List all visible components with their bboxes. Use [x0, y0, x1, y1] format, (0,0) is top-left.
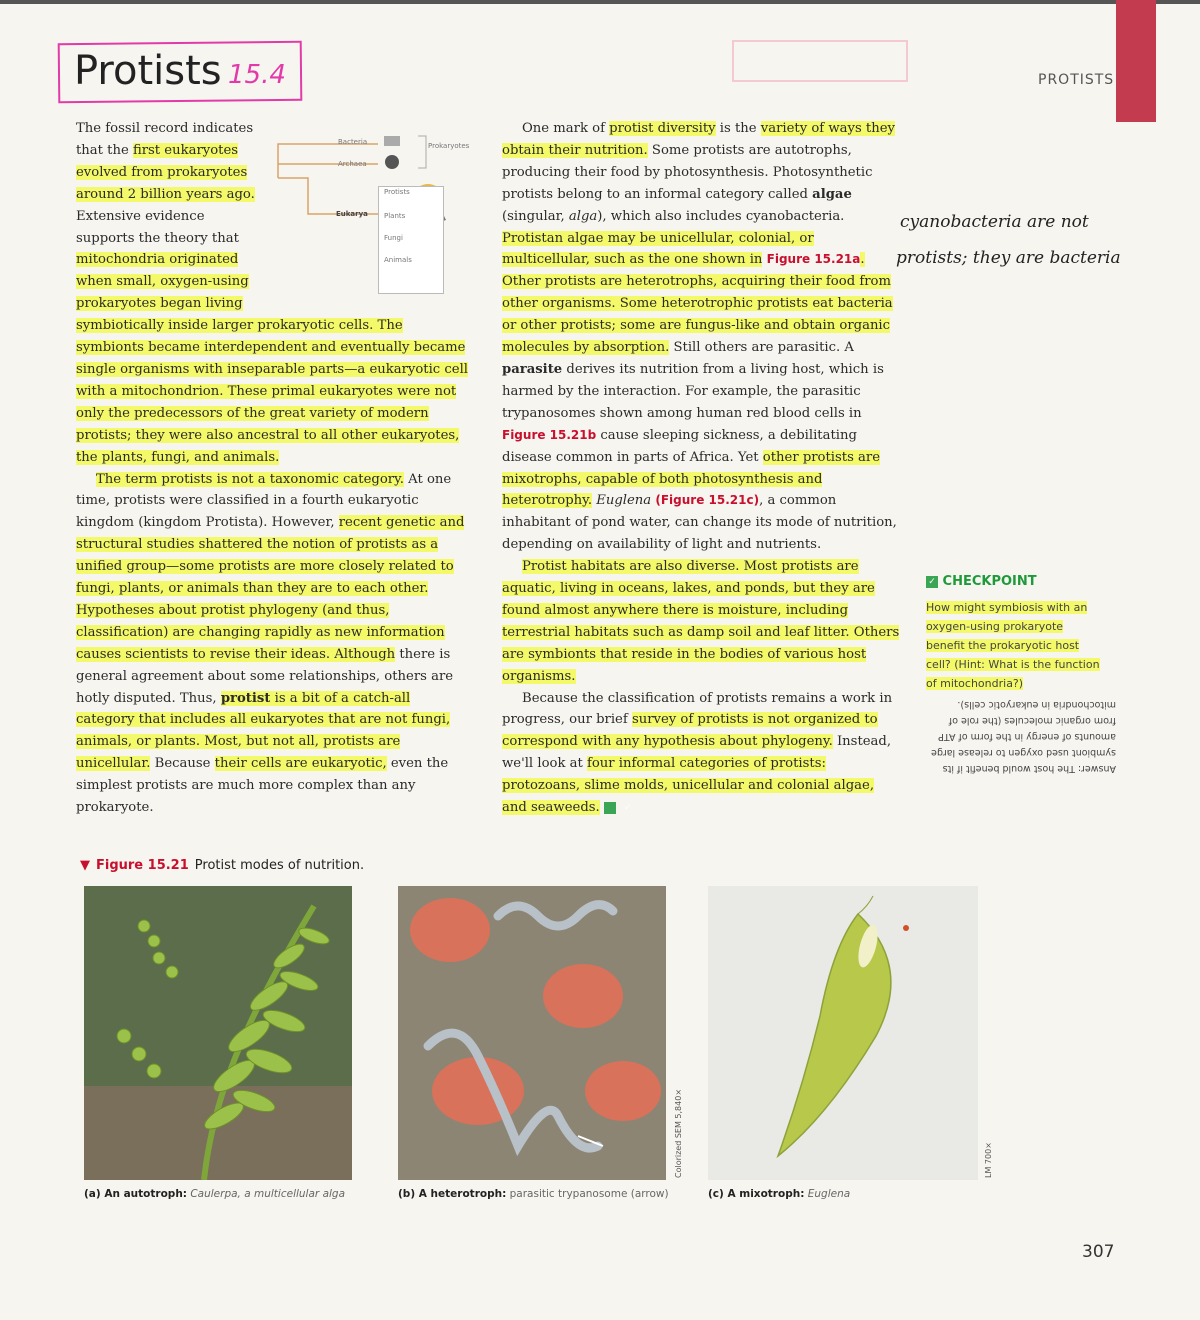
running-head: PROTISTS	[1038, 72, 1115, 88]
handwritten-note	[896, 204, 1196, 276]
paragraph-habitats	[502, 556, 900, 687]
photo-euglena	[708, 886, 978, 1180]
highlight: mitochondria originated when small, oxygen-using prokaryotes began living symbiotically inside larger prokaryotic cells. The symbionts became interdependent and eventually became single organisms with inseparable parts—a eukaryotic cell with a mitochondrion. These primal eukaryotes were not only the predecessors of the great variety of modern protists; they were also ancestral to all other eukaryotes, the plants, fungi, and animals.	[76, 252, 469, 465]
label-prokaryotes: Prokaryotes	[428, 142, 470, 150]
caption-text: Caulerpa, a multicellular alga	[190, 1188, 346, 1200]
checkpoint-answer: Answer: The host would benefit if its symbiont used oxygen to release large amounts of energy in the form of ATP from organic molecules (the role of mitochondria in eukaryotic cells).	[931, 699, 1116, 774]
section-note: 15.4	[228, 60, 286, 90]
caption-a	[84, 1188, 345, 1200]
figure-title	[80, 858, 364, 873]
caulerpa-illustration	[84, 886, 352, 1180]
label-animals: Animals	[384, 256, 412, 264]
credit-sem: Colorized SEM 5,840×	[674, 1088, 683, 1178]
text: is the	[715, 121, 761, 136]
text: Because the classification of protists remains a work in progress, our brief	[502, 690, 893, 728]
text: ), which also includes cyanobacteria.	[597, 208, 845, 224]
text: One mark of	[522, 121, 610, 136]
text: derives its nutrition from a living host, which is harmed by the interaction. For example, the parasitic trypanosomes shown among human red blood cells in	[502, 361, 884, 421]
text: At one time, protists were classified in a fourth eukaryotic kingdom (kingdom Protista). However,	[76, 471, 452, 531]
figure-title-text: Protist modes of nutrition.	[194, 858, 365, 873]
highlight: Protistan algae may be unicellular, colonial, or multicellular, such as the one shown in	[502, 230, 814, 268]
faded-annotation-box	[732, 40, 908, 82]
figure-link[interactable]: Figure 15.21b	[502, 427, 597, 442]
middle-column	[502, 118, 900, 819]
figure-link[interactable]: Figure 15.21a	[766, 252, 861, 267]
text: The fossil record indicates that the	[76, 121, 254, 158]
note-line: protists; they are bacteria	[896, 248, 1121, 268]
checkpoint-heading	[926, 574, 1037, 589]
photo-trypanosome	[398, 886, 666, 1180]
checkpoint-icon: ✓	[926, 576, 938, 588]
text: cause sleeping sickness, a debilitating disease common in parts of Africa. Yet	[502, 427, 857, 465]
text: Some protists are autotrophs, producing their food by photosynthesis. Photosynthetic protists belong to an informal category called	[502, 142, 873, 202]
highlight: other protists are mixotrophs, capable of both photosynthesis and heterotrophy.	[502, 449, 881, 509]
caption-label: (c) A mixotroph:	[708, 1188, 805, 1200]
text: Still others are parasitic. A	[669, 340, 854, 356]
page-number: 307	[1082, 1242, 1115, 1262]
key-term: protist	[220, 690, 271, 706]
checkpoint-title: CHECKPOINT	[942, 574, 1037, 589]
checkpoint-question	[926, 598, 1104, 693]
key-term: algae	[812, 186, 852, 202]
text: Extensive evidence supports the theory that	[76, 208, 239, 246]
paragraph-classification	[502, 688, 900, 819]
highlight: variety of ways they obtain their nutrition.	[502, 121, 895, 158]
label-fungi: Fungi	[384, 234, 403, 242]
label-plants: Plants	[384, 212, 406, 220]
highlight: . Other protists are heterotrophs, acquiring their food from other organisms. Some heterotrophic protists eat bacteria or other protists; some are fungus-like and obtain organic molecules by absorption.	[502, 252, 893, 356]
label-bacteria: Bacteria	[338, 138, 368, 146]
highlight: survey of protists is not organized to correspond with any hypothesis about phylogeny.	[502, 712, 878, 750]
caption-label: (b) A heterotroph:	[398, 1188, 507, 1200]
highlight: is a bit of a catch-all category that includes all eukaryotes that are not fungi, animals, or plants. Most, but not all, protists are unicellular.	[76, 690, 451, 772]
page-title: Protists	[74, 48, 222, 94]
highlight: first eukaryotes evolved from prokaryotes around 2 billion years ago.	[76, 142, 255, 202]
text: even the simplest protists are much more complex than any prokaryote.	[76, 756, 449, 816]
checkpoint-check-icon: ✓	[604, 802, 616, 814]
key-term: parasite	[502, 361, 563, 377]
italic-term: alga	[568, 208, 598, 224]
highlight: their cells are eukaryotic,	[214, 756, 387, 772]
note-line: cyanobacteria are not	[900, 212, 1089, 232]
chapter-tab	[1116, 0, 1156, 122]
highlight: recent genetic and structural studies shattered the notion of protists as a unified group—some protists are more closely related to fungi, plants, or animals than they are to each other. Hypotheses about protist phylogeny (and thus, classification) are changing rapidly as new information causes scientists to revise their ideas. Although	[76, 515, 465, 662]
figure-link[interactable]: (Figure 15.21c)	[655, 493, 760, 508]
highlight: The term protists is not a taxonomic category.	[96, 471, 404, 487]
figure-number: Figure 15.21	[96, 858, 189, 873]
label-protists: Protists	[384, 188, 410, 196]
text: , a common inhabitant of pond water, can change its mode of nutrition, depending on availability of light and nutrients.	[502, 493, 897, 553]
highlight: protist diversity	[609, 121, 716, 136]
credit-lm: LM 700×	[984, 1142, 993, 1178]
caption-text: parasitic trypanosome (arrow)	[509, 1188, 669, 1200]
highlight: four informal categories of protists: protozoans, slime molds, unicellular and colonial algae, and seaweeds.	[502, 756, 875, 816]
text: Instead, we'll look at	[502, 734, 892, 772]
label-eukarya: Eukarya	[336, 210, 368, 218]
left-column	[76, 118, 468, 819]
caption-c	[708, 1188, 850, 1200]
label-archaea: Archaea	[338, 160, 367, 168]
text: there is general agreement about some relationships, others are hotly disputed. Thus,	[76, 646, 454, 706]
caption-label: (a) An autotroph:	[84, 1188, 187, 1200]
trypanosome-illustration	[398, 886, 666, 1180]
paragraph-nutrition	[502, 118, 900, 556]
scan-edge	[0, 0, 1200, 4]
photo-caulerpa	[84, 886, 352, 1180]
figure-arrow-icon: ▼	[80, 858, 90, 873]
caption-text: Euglena	[807, 1188, 851, 1200]
caption-b	[398, 1188, 669, 1200]
italic-term: Euglena	[596, 493, 652, 509]
highlight: Protist habitats are also diverse. Most protists are aquatic, living in oceans, lakes, and ponds, but they are found almost anywhere there is moisture, including terrestrial habitats such as damp soil and leaf litter. Others are symbionts that reside in the bodies of various host organisms.	[502, 559, 900, 684]
paragraph-taxonomy	[76, 469, 468, 820]
euglena-illustration	[708, 886, 978, 1180]
text: (singular,	[502, 208, 569, 224]
highlight: How might symbiosis with an oxygen-using prokaryote benefit the prokaryotic host cell? (Hint: What is the function of mitochondria?)	[926, 601, 1100, 690]
text: Because	[150, 756, 215, 772]
